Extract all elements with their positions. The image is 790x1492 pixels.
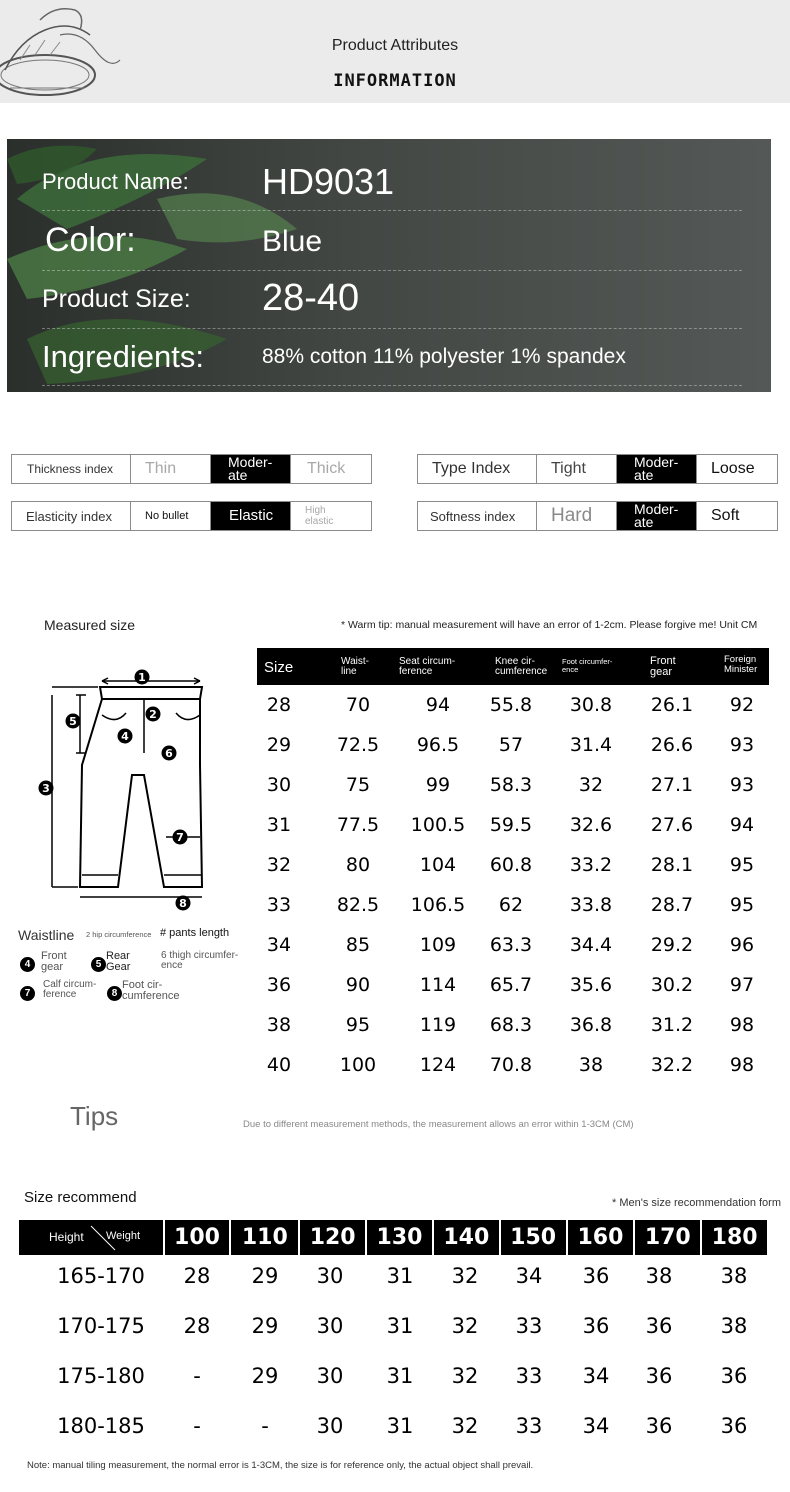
recommend-size-cell: 36: [720, 1414, 748, 1438]
size-cell: 93: [729, 774, 755, 796]
size-cell: 75: [345, 774, 371, 796]
diagram-number-6: 6: [165, 747, 173, 760]
recommend-table-header: [19, 1220, 767, 1255]
weight-header-cell: 150: [501, 1220, 566, 1255]
legend-foot: [107, 979, 180, 1002]
recommend-size-cell: 36: [645, 1414, 673, 1438]
size-cell: 95: [729, 894, 755, 916]
header-knee-circumference: Knee cir- cumference: [495, 656, 548, 677]
ingredients-value: 88% cotton 11% polyester 1% spandex: [262, 345, 626, 368]
size-row-30: [257, 764, 769, 804]
elasticity-option-high-elastic: High elastic: [305, 504, 334, 527]
size-row-36: [257, 964, 769, 1004]
legend-calf-text: Calf circum- ference: [43, 979, 97, 1000]
size-cell: 96.5: [416, 734, 460, 756]
size-recommend-title: Size recommend: [24, 1189, 137, 1206]
size-cell: 80: [345, 854, 371, 876]
size-cell: 32.6: [569, 814, 613, 836]
header-size: Size: [264, 659, 294, 676]
size-cell: 124: [419, 1054, 457, 1076]
size-cell: 36.8: [569, 1014, 613, 1036]
recommend-size-cell: 36: [645, 1314, 673, 1338]
recommend-size-cell: 38: [720, 1264, 748, 1288]
elasticity-option-no-bullet: No bullet: [131, 502, 211, 530]
size-cell: 94: [729, 814, 755, 836]
size-cell: 77.5: [336, 814, 380, 836]
weight-label: Weight: [106, 1230, 141, 1242]
size-cell: 35.6: [569, 974, 613, 996]
size-cell: 34: [266, 934, 292, 956]
size-cell: 36: [266, 974, 292, 996]
recommend-size-cell: 29: [251, 1314, 279, 1338]
recommend-size-cell: -: [193, 1364, 201, 1388]
size-cell: 30.2: [650, 974, 694, 996]
page-title: Product Attributes: [331, 37, 459, 54]
size-cell: 100.5: [410, 814, 466, 836]
size-cell: 72.5: [336, 734, 380, 756]
size-row-29: [257, 724, 769, 764]
size-cell: 32: [578, 774, 604, 796]
type-index-table: [417, 454, 778, 484]
color-label: Color:: [45, 221, 136, 259]
size-cell: 65.7: [489, 974, 533, 996]
size-cell: 31: [266, 814, 292, 836]
size-cell: 90: [345, 974, 371, 996]
weight-header-cell: 180: [702, 1220, 767, 1255]
legend-foot-text: Foot cir- cumference: [122, 979, 180, 1002]
size-cell: 31.4: [569, 734, 613, 756]
type-option-loose: Loose: [711, 460, 755, 477]
recommend-size-cell: 31: [386, 1264, 414, 1288]
product-size-row: [42, 271, 742, 329]
header-front-gear: Front gear: [650, 655, 676, 678]
recommend-size-cell: 33: [515, 1314, 543, 1338]
size-cell: 27.6: [650, 814, 694, 836]
size-cell: 38: [266, 1014, 292, 1036]
size-cell: 33.2: [569, 854, 613, 876]
product-size-value: 28-40: [262, 277, 360, 319]
thickness-index-label: Thickness index: [12, 455, 131, 483]
recommend-size-cell: 32: [451, 1364, 479, 1388]
recommend-size-cell: 33: [515, 1364, 543, 1388]
recommend-row: [19, 1364, 767, 1414]
height-range-cell: 175-180: [57, 1364, 145, 1388]
recommend-size-cell: 29: [251, 1364, 279, 1388]
thickness-option-moderate: Moder- ate: [211, 455, 291, 483]
size-cell: 26.6: [650, 734, 694, 756]
size-cell: 106.5: [410, 894, 466, 916]
recommend-size-cell: 36: [582, 1314, 610, 1338]
size-cell: 98: [729, 1014, 755, 1036]
recommend-size-cell: 36: [645, 1364, 673, 1388]
legend-badge-5: 5: [91, 957, 106, 972]
size-cell: 109: [419, 934, 457, 956]
measured-table-header: [257, 648, 769, 685]
recommend-size-cell: 38: [645, 1264, 673, 1288]
recommend-size-cell: 29: [251, 1264, 279, 1288]
size-cell: 100: [339, 1054, 377, 1076]
legend-badge-4: 4: [20, 957, 35, 972]
recommend-size-cell: -: [193, 1414, 201, 1438]
softness-option-hard: Hard: [537, 502, 617, 530]
warm-tip: * Warm tip: manual measurement will have an error of 1-2cm. Please forgive me! Unit CM: [341, 619, 758, 631]
size-cell: 28: [266, 694, 292, 716]
size-cell: 30.8: [569, 694, 613, 716]
thickness-option-thin: Thin: [131, 455, 211, 483]
measured-size-title: Measured size: [44, 617, 136, 633]
recommend-row: [19, 1414, 767, 1464]
weight-header-cell: 120: [300, 1220, 365, 1255]
product-info-card: [7, 139, 771, 392]
recommend-row: [19, 1314, 767, 1364]
size-cell: 28.7: [650, 894, 694, 916]
legend-waistline: Waistline: [18, 927, 75, 943]
size-cell: 55.8: [489, 694, 533, 716]
size-row-28: [257, 684, 769, 724]
recommend-size-cell: 32: [451, 1314, 479, 1338]
type-option-tight: Tight: [537, 455, 617, 483]
legend-rear-gear: [91, 950, 131, 973]
softness-option-moderate: Moder- ate: [617, 502, 697, 530]
recommend-size-cell: -: [261, 1414, 269, 1438]
page-subtitle: INFORMATION: [333, 71, 457, 91]
diagonal-divider-icon: [89, 1224, 119, 1252]
header-waistline: Waist- line: [341, 656, 369, 677]
recommend-size-cell: 34: [582, 1414, 610, 1438]
diagram-number-3: 3: [42, 782, 50, 795]
legend-badge-7: 7: [20, 986, 35, 1001]
softness-index-table: [417, 501, 778, 531]
size-row-33: [257, 884, 769, 924]
recommend-size-cell: 36: [720, 1364, 748, 1388]
legend-hip-circumference: 2 hip circumference: [86, 930, 152, 939]
size-cell: 26.1: [650, 694, 694, 716]
recommend-size-cell: 30: [316, 1314, 344, 1338]
size-cell: 58.3: [489, 774, 533, 796]
ingredients-row: [42, 329, 742, 386]
size-cell: 62: [498, 894, 524, 916]
type-option-moderate: Moder- ate: [617, 455, 697, 483]
size-cell: 34.4: [569, 934, 613, 956]
diagram-number-8: 8: [179, 897, 187, 910]
size-row-31: [257, 804, 769, 844]
size-cell: 93: [729, 734, 755, 756]
thickness-index-table: [11, 454, 372, 484]
size-cell: 32: [266, 854, 292, 876]
weight-header-cell: 160: [568, 1220, 634, 1255]
recommend-row: [19, 1264, 767, 1314]
size-row-34: [257, 924, 769, 964]
size-cell: 94: [425, 694, 451, 716]
size-cell: 27.1: [650, 774, 694, 796]
size-cell: 33: [266, 894, 292, 916]
weight-header-cell: 100: [165, 1220, 230, 1255]
size-cell: 59.5: [489, 814, 533, 836]
product-name-row: [42, 161, 742, 211]
size-cell: 33.8: [569, 894, 613, 916]
size-row-40: [257, 1044, 769, 1084]
type-index-label: Type Index: [418, 455, 537, 483]
size-cell: 92: [729, 694, 755, 716]
recommend-size-cell: 28: [183, 1264, 211, 1288]
recommend-size-cell: 36: [582, 1264, 610, 1288]
height-range-cell: 165-170: [57, 1264, 145, 1288]
color-row: [42, 211, 742, 271]
recommend-size-cell: 31: [386, 1314, 414, 1338]
weight-header-cell: 110: [231, 1220, 298, 1255]
recommend-size-cell: 30: [316, 1364, 344, 1388]
recommend-size-cell: 32: [451, 1414, 479, 1438]
pants-diagram: [36, 665, 216, 915]
size-cell: 99: [425, 774, 451, 796]
size-cell: 82.5: [336, 894, 380, 916]
product-name-label: Product Name:: [42, 169, 189, 194]
legend-front-gear: [20, 950, 67, 973]
measured-size-table: [257, 684, 769, 1084]
header-foot-circumference: Foot circumfer- ence: [562, 657, 613, 674]
thickness-option-thick: Thick: [307, 460, 346, 477]
diagram-number-5: 5: [69, 715, 77, 728]
recommend-footnote: Note: manual tiling measurement, the normal error is 1-3CM, the size is for reference only, the actual object shall prevail.: [27, 1460, 534, 1471]
size-cell: 60.8: [489, 854, 533, 876]
height-label: Height: [49, 1230, 84, 1244]
header-seat-circumference: Seat circum- ference: [399, 656, 456, 677]
size-row-38: [257, 1004, 769, 1044]
legend-rear-gear-text: Rear Gear: [106, 950, 131, 973]
size-cell: 38: [578, 1054, 604, 1076]
recommend-size-cell: 31: [386, 1364, 414, 1388]
elasticity-option-elastic: Elastic: [211, 502, 291, 530]
height-range-cell: 170-175: [57, 1314, 145, 1338]
size-cell: 29: [266, 734, 292, 756]
elasticity-index-label: Elasticity index: [12, 502, 131, 530]
recommend-size-cell: 30: [316, 1264, 344, 1288]
size-cell: 95: [729, 854, 755, 876]
legend-front-gear-text: Front gear: [41, 950, 67, 973]
size-cell: 31.2: [650, 1014, 694, 1036]
recommend-size-cell: 34: [515, 1264, 543, 1288]
size-recommend-note: * Men's size recommendation form: [612, 1197, 781, 1209]
recommend-size-cell: 30: [316, 1414, 344, 1438]
size-cell: 32.2: [650, 1054, 694, 1076]
size-cell: 98: [729, 1054, 755, 1076]
diagram-number-4: 4: [121, 730, 129, 743]
product-size-label: Product Size:: [42, 285, 191, 313]
size-cell: 119: [419, 1014, 457, 1036]
size-cell: 63.3: [489, 934, 533, 956]
weight-header-cell: 130: [367, 1220, 432, 1255]
recommend-size-cell: 28: [183, 1314, 211, 1338]
height-range-cell: 180-185: [57, 1414, 145, 1438]
recommend-size-cell: 38: [720, 1314, 748, 1338]
tips-title: Tips: [70, 1101, 119, 1131]
size-cell: 29.2: [650, 934, 694, 956]
legend-thigh-circumference: 6 thigh circumfer- ence: [161, 950, 239, 971]
legend-pants-length: # pants length: [160, 927, 230, 939]
size-cell: 96: [729, 934, 755, 956]
size-cell: 30: [266, 774, 292, 796]
size-cell: 70: [345, 694, 371, 716]
size-cell: 104: [419, 854, 457, 876]
softness-option-soft: Soft: [711, 507, 740, 524]
size-cell: 85: [345, 934, 371, 956]
size-cell: 114: [419, 974, 457, 996]
diagram-number-7: 7: [176, 831, 184, 844]
height-weight-cell: [19, 1220, 163, 1255]
size-row-32: [257, 844, 769, 884]
recommend-size-cell: 31: [386, 1414, 414, 1438]
color-value: Blue: [262, 225, 323, 258]
diagram-number-1: 1: [138, 671, 146, 684]
diagram-number-2: 2: [149, 708, 157, 721]
size-cell: 95: [345, 1014, 371, 1036]
legend-calf: [20, 979, 97, 1001]
header-foreign-minister: Foreign Minister: [724, 654, 758, 675]
legend-badge-8: 8: [107, 986, 122, 1001]
size-cell: 70.8: [489, 1054, 533, 1076]
size-cell: 97: [729, 974, 755, 996]
weight-header-cell: 170: [635, 1220, 700, 1255]
softness-index-label: Softness index: [418, 502, 537, 530]
elasticity-index-table: [11, 501, 372, 531]
recommend-size-cell: 32: [451, 1264, 479, 1288]
size-cell: 40: [266, 1054, 292, 1076]
product-name-value: HD9031: [262, 161, 395, 202]
recommend-size-cell: 34: [582, 1364, 610, 1388]
tips-text: Due to different measurement methods, the measurement allows an error within 1-3CM (CM): [243, 1119, 634, 1130]
size-cell: 68.3: [489, 1014, 533, 1036]
recommend-size-cell: 33: [515, 1414, 543, 1438]
ingredients-label: Ingredients:: [42, 339, 204, 374]
size-cell: 57: [498, 734, 524, 756]
weight-header-cell: 140: [434, 1220, 499, 1255]
size-cell: 28.1: [650, 854, 694, 876]
